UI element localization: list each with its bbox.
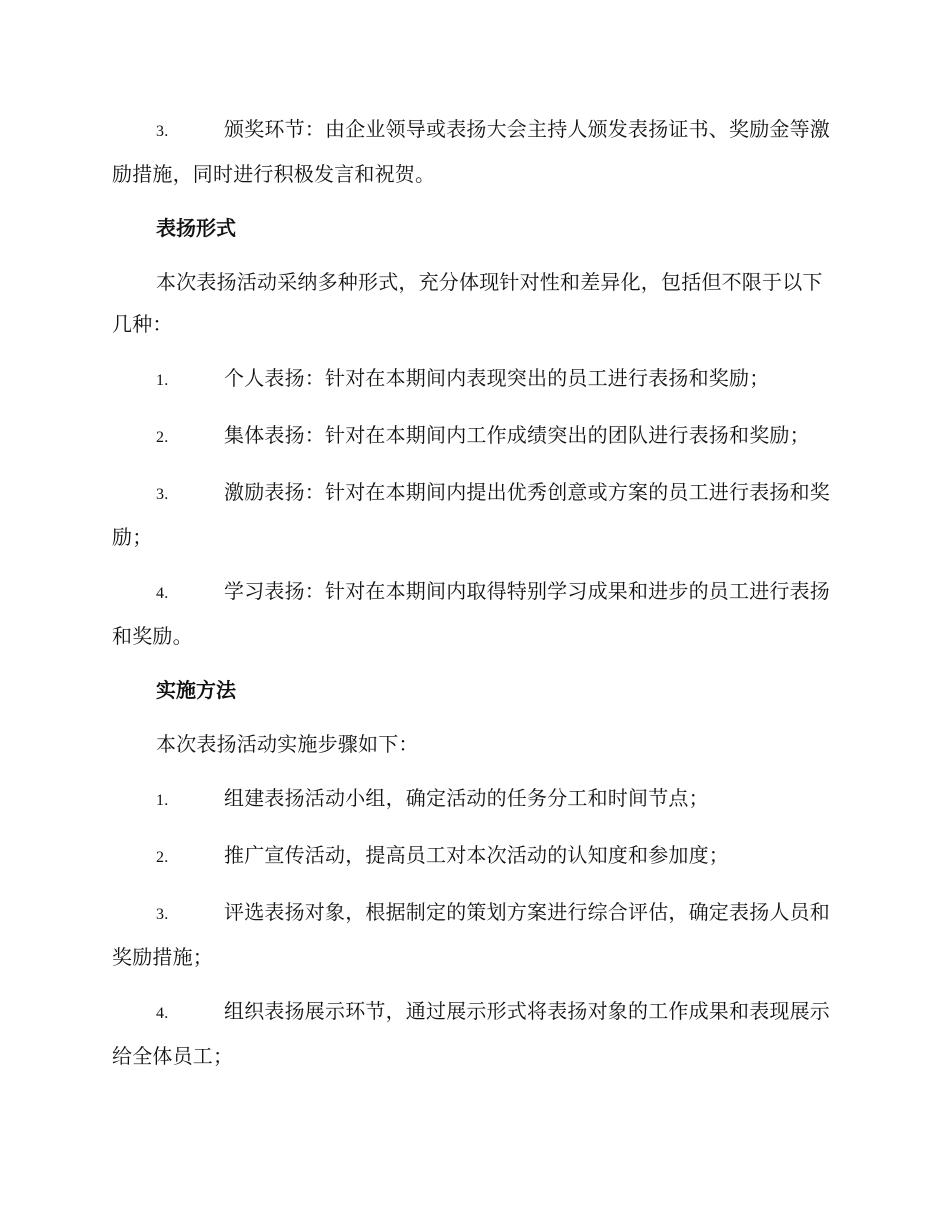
list-number: 1. (156, 792, 169, 809)
list-number: 3. (156, 123, 169, 140)
list-number: 2. (156, 849, 169, 866)
document-body (112, 108, 836, 1089)
list-item (112, 777, 836, 822)
list-text: 激励表扬：针对在本期间内提出优秀创意或方案的员工进行表扬和奖励； (112, 480, 830, 549)
list-text: 推广宣传活动，提高员工对本次活动的认知度和参加度； (224, 843, 729, 867)
list-item (112, 357, 836, 402)
list-item (112, 834, 836, 879)
list-text: 评选表扬对象，根据制定的策划方案进行综合评估，确定表扬人员和奖励措施； (112, 900, 830, 969)
list-text: 学习表扬：针对在本期间内取得特别学习成果和进步的员工进行表扬和奖励。 (112, 579, 830, 648)
section-intro: 本次表扬活动采纳多种形式，充分体现针对性和差异化，包括但不限于以下几种： (112, 270, 823, 336)
list-text: 个人表扬：针对在本期间内表现突出的员工进行表扬和奖励； (224, 366, 770, 390)
section-heading-methods: 实施方法 (156, 678, 236, 702)
list-number: 2. (156, 429, 169, 446)
list-text: 组织表扬展示环节，通过展示形式将表扬对象的工作成果和表现展示给全体员工； (112, 999, 830, 1068)
list-item (112, 108, 836, 195)
section-intro: 本次表扬活动实施步骤如下： (156, 732, 419, 756)
list-item (112, 471, 836, 558)
list-number: 4. (156, 1005, 169, 1022)
list-item (112, 990, 836, 1077)
section-heading-forms: 表扬形式 (156, 216, 236, 240)
list-item (112, 891, 836, 978)
list-number: 3. (156, 906, 169, 923)
list-number: 4. (156, 585, 169, 602)
list-text: 组建表扬活动小组，确定活动的任务分工和时间节点； (224, 786, 709, 810)
list-item (112, 570, 836, 657)
list-text: 颁奖环节：由企业领导或表扬大会主持人颁发表扬证书、奖励金等激励措施，同时进行积极发言和祝贺。 (112, 117, 830, 186)
list-number: 1. (156, 372, 169, 389)
list-text: 集体表扬：针对在本期间内工作成绩突出的团队进行表扬和奖励； (224, 423, 810, 447)
list-item (112, 414, 836, 459)
list-number: 3. (156, 486, 169, 503)
